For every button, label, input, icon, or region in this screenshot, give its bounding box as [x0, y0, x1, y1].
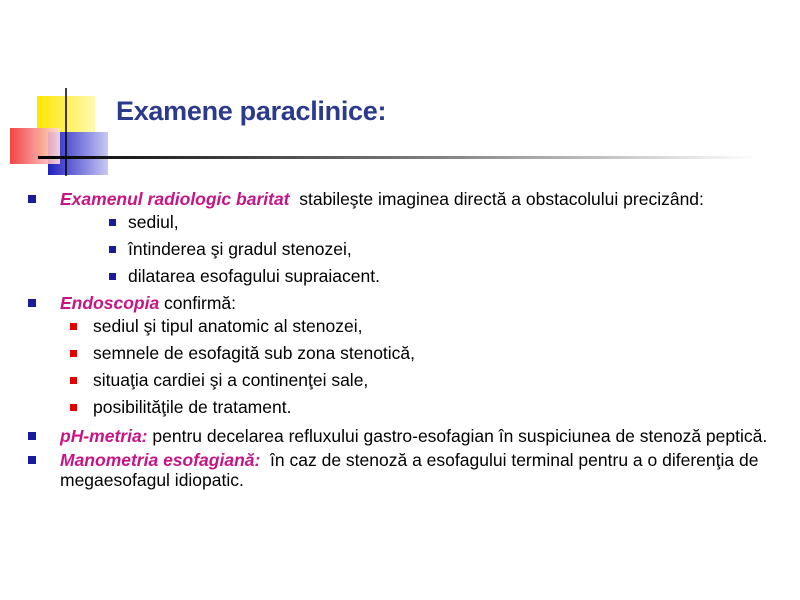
bullet-icon: [28, 432, 36, 440]
list-item-endoscopia: [28, 293, 768, 313]
bullet-icon: [28, 195, 36, 203]
sub-item: [28, 263, 768, 290]
sub-item: [28, 394, 768, 421]
sub-item-text: situaţia cardiei şi a continenţei sale,: [93, 370, 369, 390]
bullet-icon: [109, 246, 116, 253]
list-item-manometria: [28, 450, 768, 490]
bullet-icon: [70, 404, 77, 411]
bullet-icon: [109, 219, 116, 226]
slide-title: Examene paraclinice:: [116, 96, 387, 126]
item-text: pentru decelarea refluxului gastro-esofagian în suspiciunea de stenoză peptică.: [147, 426, 768, 446]
sub-item-text: semnele de esofagită sub zona stenotică,: [93, 343, 416, 363]
item-text: în caz de stenoză a esofagului terminal pentru a o diferenţia de megaesofagul idiopatic.: [60, 450, 764, 490]
sub-item: [28, 236, 768, 263]
list-item-radiologic: [28, 189, 768, 209]
bullet-icon: [70, 377, 77, 384]
sub-item-text: sediul şi tipul anatomic al stenozei,: [93, 316, 363, 336]
item-term: Examenul radiologic baritat: [60, 189, 290, 209]
bullet-icon: [70, 350, 77, 357]
sub-item: [28, 340, 768, 367]
item-term: pH-metria:: [60, 426, 148, 446]
bullet-icon: [28, 456, 36, 464]
sub-item-text: dilatarea esofagului supraiacent.: [128, 266, 380, 286]
item-term: Endoscopia: [60, 293, 160, 313]
sub-item: [28, 209, 768, 236]
bullet-icon: [109, 273, 116, 280]
item-term: Manometria esofagiană:: [60, 450, 261, 470]
sub-item-text: posibilităţile de tratament.: [93, 397, 292, 417]
decorative-squares: [0, 0, 800, 180]
item-text: confirmă:: [159, 293, 237, 313]
slide-content: [28, 189, 768, 490]
sub-item: [28, 313, 768, 340]
sub-item-text: sediul,: [128, 212, 179, 232]
bullet-icon: [28, 299, 36, 307]
sub-item: [28, 367, 768, 394]
sub-item-text: întinderea şi gradul stenozei,: [128, 239, 352, 259]
item-text: stabileşte imaginea directă a obstacolului precizând:: [289, 189, 704, 209]
list-item-phmetria: [28, 426, 768, 446]
bullet-icon: [70, 323, 77, 330]
